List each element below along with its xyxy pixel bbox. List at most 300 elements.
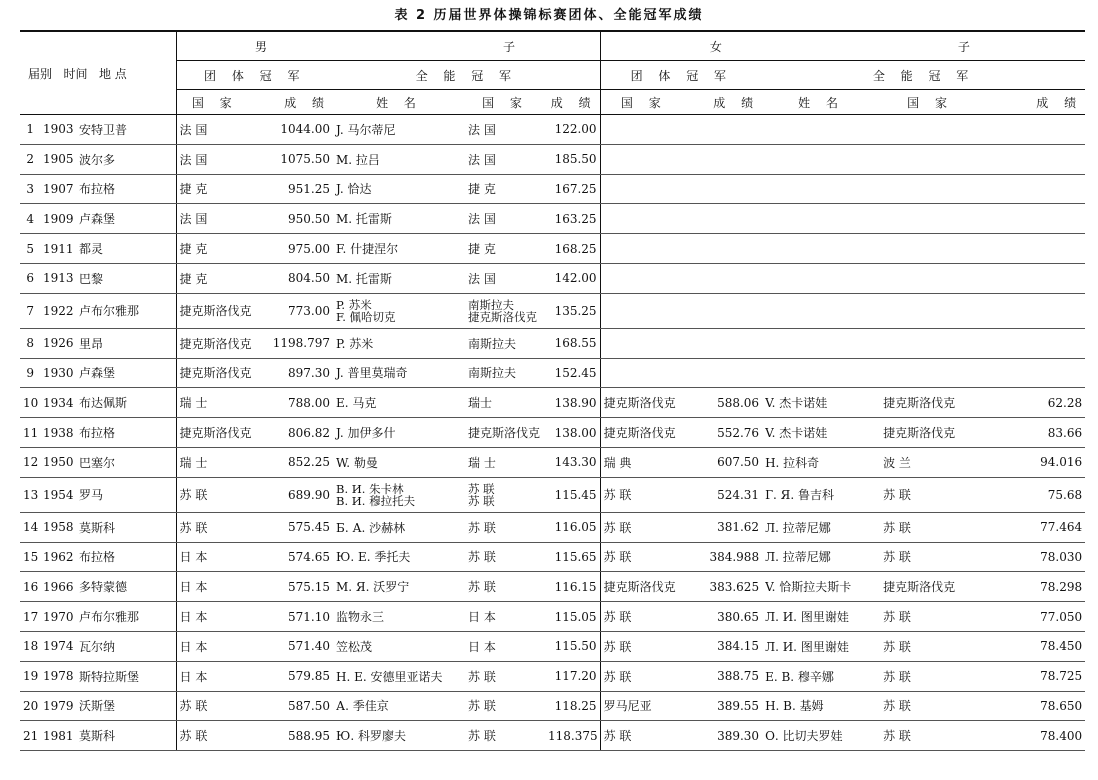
edition-cell: 5 — [20, 234, 40, 264]
men-team-score-cell: 950.50 — [253, 204, 333, 234]
men-team-country-cell: 捷 克 — [176, 263, 253, 293]
men-team-country-cell: 日 本 — [176, 631, 253, 661]
men-allround-name-cell-line: Н. Е. 安德里亚诺夫 — [336, 669, 443, 684]
year-cell: 1979 — [40, 691, 76, 721]
women-team-score-cell: 384.988 — [687, 542, 762, 572]
men-allround-score-cell: 168.25 — [545, 234, 600, 264]
men-team-country-cell: 苏 联 — [176, 691, 253, 721]
women-allround-country-cell-line: 苏 联 — [883, 610, 911, 625]
edition-cell: 6 — [20, 263, 40, 293]
place-cell: 多特蒙德 — [76, 572, 176, 602]
women-allround-country-cell — [880, 418, 980, 448]
place-cell: 里昂 — [76, 328, 176, 358]
women-allround-name-cell — [762, 263, 880, 293]
women-team-country-cell: 捷克斯洛伐克 — [600, 388, 687, 418]
women-team-score-cell: 607.50 — [687, 447, 762, 477]
women-allround-country-cell — [880, 144, 980, 174]
women-allround-score-cell — [980, 174, 1085, 204]
table-row — [20, 418, 1085, 448]
place-cell: 瓦尔纳 — [76, 631, 176, 661]
year-cell: 1981 — [40, 721, 76, 751]
women-allround-name-cell-line: Л. И. 图里谢娃 — [765, 639, 849, 654]
women-allround-name-cell — [762, 572, 880, 602]
edition-cell: 21 — [20, 721, 40, 751]
header-mt-country: 国 家 — [176, 90, 253, 115]
men-allround-score-cell: 135.25 — [545, 293, 600, 328]
table-title: 表 2 历届世界体操锦标赛团体、全能冠军成绩 — [394, 8, 704, 23]
women-allround-name-cell-line: Г. Я. 鲁吉科 — [765, 488, 834, 503]
men-team-country-cell: 日 本 — [176, 661, 253, 691]
men-allround-country-cell-line: 法 国 — [468, 271, 496, 286]
men-allround-country-cell-line: 法 国 — [468, 122, 496, 137]
men-allround-name-cell — [333, 115, 465, 145]
men-allround-country-cell — [465, 293, 545, 328]
men-allround-score-cell: 115.45 — [545, 477, 600, 512]
men-team-country-cell: 捷克斯洛伐克 — [176, 418, 253, 448]
women-allround-name-cell — [762, 234, 880, 264]
women-allround-name-cell-line: V. 杰卡诺娃 — [765, 396, 828, 411]
edition-cell: 2 — [20, 144, 40, 174]
men-team-score-cell: 1075.50 — [253, 144, 333, 174]
edition-cell: 16 — [20, 572, 40, 602]
edition-cell: 4 — [20, 204, 40, 234]
edition-cell: 9 — [20, 358, 40, 388]
table-row — [20, 358, 1085, 388]
champions-table — [20, 30, 1085, 751]
table-row — [20, 234, 1085, 264]
men-team-score-cell: 806.82 — [253, 418, 333, 448]
women-allround-country-cell-line: 苏 联 — [883, 729, 911, 744]
place-cell: 卢森堡 — [76, 204, 176, 234]
men-allround-name-cell — [333, 602, 465, 632]
header-place: 地 点 — [98, 66, 127, 81]
men-allround-country-cell-line: 苏 联 — [468, 493, 495, 508]
men-allround-country-cell — [465, 572, 545, 602]
place-cell: 莫斯科 — [76, 721, 176, 751]
women-allround-name-cell — [762, 293, 880, 328]
place-cell: 波尔多 — [76, 144, 176, 174]
header-wa-name: 姓 名 — [762, 90, 880, 115]
year-cell: 1930 — [40, 358, 76, 388]
women-allround-country-cell — [880, 115, 980, 145]
women-allround-country-cell-line: 苏 联 — [883, 639, 911, 654]
women-team-country-cell: 苏 联 — [600, 721, 687, 751]
men-allround-country-cell-line: 法 国 — [468, 152, 496, 167]
men-allround-score-cell: 118.375 — [545, 721, 600, 751]
men-allround-name-cell — [333, 234, 465, 264]
header-men-zi: 子 — [503, 39, 522, 54]
women-team-country-cell: 苏 联 — [600, 512, 687, 542]
men-allround-name-cell-line: В. И. 朱卡林 — [336, 481, 404, 496]
table-row — [20, 542, 1085, 572]
women-allround-name-cell — [762, 602, 880, 632]
men-allround-name-cell — [333, 293, 465, 328]
men-team-country-cell: 日 本 — [176, 602, 253, 632]
women-allround-country-cell — [880, 691, 980, 721]
men-team-country-cell: 瑞 士 — [176, 388, 253, 418]
men-allround-score-cell: 185.50 — [545, 144, 600, 174]
women-team-score-cell: 588.06 — [687, 388, 762, 418]
men-team-score-cell: 1198.797 — [253, 328, 333, 358]
edition-cell: 1 — [20, 115, 40, 145]
women-allround-score-cell: 62.28 — [980, 388, 1085, 418]
place-cell: 卢布尔雅那 — [76, 602, 176, 632]
women-allround-country-cell — [880, 512, 980, 542]
year-cell: 1978 — [40, 661, 76, 691]
header-women: 女 — [709, 39, 728, 54]
table-row — [20, 602, 1085, 632]
women-team-country-cell — [600, 328, 687, 358]
women-team-country-cell — [600, 263, 687, 293]
men-allround-score-cell: 115.65 — [545, 542, 600, 572]
women-allround-name-cell — [762, 721, 880, 751]
edition-cell: 3 — [20, 174, 40, 204]
women-team-score-cell — [687, 328, 762, 358]
edition-cell: 19 — [20, 661, 40, 691]
year-cell: 1962 — [40, 542, 76, 572]
women-team-country-cell — [600, 293, 687, 328]
women-allround-score-cell: 94.016 — [980, 447, 1085, 477]
table-body — [20, 115, 1085, 751]
edition-cell: 8 — [20, 328, 40, 358]
header-ma-name: 姓 名 — [333, 90, 465, 115]
women-team-country-cell — [600, 204, 687, 234]
women-team-score-cell — [687, 234, 762, 264]
men-allround-country-cell-line: 苏 联 — [468, 669, 496, 684]
women-team-score-cell: 389.30 — [687, 721, 762, 751]
men-allround-name-cell — [333, 144, 465, 174]
men-allround-country-cell — [465, 721, 545, 751]
table-row — [20, 631, 1085, 661]
women-allround-name-cell-line: О. 比切夫罗娃 — [765, 729, 843, 744]
men-team-score-cell: 574.65 — [253, 542, 333, 572]
men-allround-country-cell-line: 捷 克 — [468, 242, 496, 257]
men-allround-name-cell — [333, 447, 465, 477]
women-team-score-cell — [687, 204, 762, 234]
men-allround-country-cell-line: 法 国 — [468, 212, 496, 227]
women-team-score-cell: 524.31 — [687, 477, 762, 512]
year-cell: 1907 — [40, 174, 76, 204]
women-team-country-cell: 苏 联 — [600, 542, 687, 572]
women-allround-score-cell: 78.650 — [980, 691, 1085, 721]
men-allround-name-cell — [333, 512, 465, 542]
header-wt-score: 成 绩 — [687, 90, 762, 115]
table-row — [20, 691, 1085, 721]
year-cell: 1954 — [40, 477, 76, 512]
header-women-allround: 全 能 冠 军 — [762, 61, 1085, 90]
men-team-score-cell: 852.25 — [253, 447, 333, 477]
women-allround-score-cell: 78.450 — [980, 631, 1085, 661]
men-allround-country-cell-line: 日 本 — [468, 610, 496, 625]
women-team-score-cell: 552.76 — [687, 418, 762, 448]
women-allround-country-cell-line: 苏 联 — [883, 669, 911, 684]
men-allround-country-cell — [465, 447, 545, 477]
women-allround-name-cell-line: H. 拉科奇 — [765, 455, 820, 470]
men-team-score-cell: 897.30 — [253, 358, 333, 388]
men-allround-name-cell — [333, 691, 465, 721]
women-team-score-cell: 380.65 — [687, 602, 762, 632]
place-cell: 安特卫普 — [76, 115, 176, 145]
women-allround-country-cell — [880, 602, 980, 632]
table-row — [20, 572, 1085, 602]
men-allround-name-cell-line: Ю. 科罗廖夫 — [336, 729, 406, 744]
men-allround-country-cell — [465, 477, 545, 512]
men-team-country-cell: 捷 克 — [176, 234, 253, 264]
place-cell: 都灵 — [76, 234, 176, 264]
men-team-score-cell: 571.40 — [253, 631, 333, 661]
women-allround-country-cell — [880, 328, 980, 358]
men-team-country-cell: 法 国 — [176, 144, 253, 174]
women-allround-score-cell: 78.030 — [980, 542, 1085, 572]
table-row — [20, 328, 1085, 358]
men-team-score-cell: 689.90 — [253, 477, 333, 512]
men-allround-score-cell: 168.55 — [545, 328, 600, 358]
year-cell: 1926 — [40, 328, 76, 358]
place-cell: 布拉格 — [76, 542, 176, 572]
women-allround-score-cell: 83.66 — [980, 418, 1085, 448]
women-team-score-cell — [687, 174, 762, 204]
men-allround-name-cell-line: В. И. 穆拉托夫 — [336, 493, 416, 508]
women-allround-name-cell-line: Е. В. 穆辛娜 — [765, 669, 834, 684]
women-allround-name-cell-line: Л. 拉蒂尼娜 — [765, 550, 831, 565]
men-allround-score-cell: 117.20 — [545, 661, 600, 691]
men-allround-country-cell — [465, 602, 545, 632]
men-allround-name-cell — [333, 204, 465, 234]
women-allround-score-cell: 77.464 — [980, 512, 1085, 542]
women-allround-country-cell-line: 苏 联 — [883, 550, 911, 565]
header-ma-score: 成 绩 — [545, 90, 600, 115]
header-men: 男 — [255, 39, 274, 54]
men-allround-name-cell-line: J. 普里莫瑞奇 — [336, 366, 408, 381]
men-allround-country-cell — [465, 631, 545, 661]
year-cell: 1950 — [40, 447, 76, 477]
women-allround-country-cell — [880, 721, 980, 751]
women-team-score-cell: 381.62 — [687, 512, 762, 542]
men-team-score-cell: 951.25 — [253, 174, 333, 204]
year-cell: 1974 — [40, 631, 76, 661]
men-team-country-cell: 苏 联 — [176, 721, 253, 751]
men-allround-name-cell-line: 监物永三 — [336, 610, 385, 625]
women-team-country-cell — [600, 234, 687, 264]
women-allround-name-cell-line: Л. 拉蒂尼娜 — [765, 520, 831, 535]
edition-cell: 17 — [20, 602, 40, 632]
men-allround-name-cell — [333, 721, 465, 751]
header-men-team: 团 体 冠 军 — [176, 61, 333, 90]
header-men-allround: 全 能 冠 军 — [333, 61, 600, 90]
table-row — [20, 115, 1085, 145]
women-allround-name-cell — [762, 631, 880, 661]
women-allround-country-cell-line: 捷克斯洛伐克 — [883, 580, 956, 595]
women-team-country-cell: 瑞 典 — [600, 447, 687, 477]
edition-cell: 15 — [20, 542, 40, 572]
table-row — [20, 477, 1085, 512]
men-allround-score-cell: 143.30 — [545, 447, 600, 477]
men-allround-country-cell-line: 瑞士 — [468, 396, 493, 411]
edition-cell: 7 — [20, 293, 40, 328]
women-team-country-cell: 苏 联 — [600, 477, 687, 512]
women-allround-country-cell — [880, 542, 980, 572]
men-allround-country-cell-line: 捷克斯洛伐克 — [468, 309, 538, 324]
header-women-group — [600, 31, 1085, 61]
edition-cell: 20 — [20, 691, 40, 721]
year-cell: 1970 — [40, 602, 76, 632]
men-team-country-cell: 法 国 — [176, 204, 253, 234]
men-allround-name-cell-line: M. 托雷斯 — [336, 271, 392, 286]
year-cell: 1913 — [40, 263, 76, 293]
women-allround-score-cell — [980, 358, 1085, 388]
men-allround-country-cell-line: 日 本 — [468, 639, 496, 654]
men-team-score-cell: 579.85 — [253, 661, 333, 691]
men-allround-name-cell-line: E. 马克 — [336, 396, 377, 411]
men-team-country-cell: 日 本 — [176, 542, 253, 572]
table-row — [20, 388, 1085, 418]
men-team-score-cell: 773.00 — [253, 293, 333, 328]
women-allround-name-cell — [762, 174, 880, 204]
women-allround-name-cell — [762, 542, 880, 572]
women-allround-score-cell — [980, 234, 1085, 264]
place-cell: 卢布尔雅那 — [76, 293, 176, 328]
men-allround-score-cell: 118.25 — [545, 691, 600, 721]
women-team-country-cell: 捷克斯洛伐克 — [600, 572, 687, 602]
men-allround-country-cell-line: 苏 联 — [468, 729, 496, 744]
women-allround-name-cell-line: Н. В. 基姆 — [765, 699, 824, 714]
women-team-country-cell: 罗马尼亚 — [600, 691, 687, 721]
men-allround-name-cell-line: M. 托雷斯 — [336, 212, 392, 227]
header-men-group — [176, 31, 600, 61]
women-allround-score-cell — [980, 263, 1085, 293]
men-team-score-cell: 575.15 — [253, 572, 333, 602]
women-team-score-cell: 388.75 — [687, 661, 762, 691]
women-allround-name-cell — [762, 477, 880, 512]
men-allround-country-cell — [465, 263, 545, 293]
men-allround-country-cell — [465, 661, 545, 691]
women-allround-name-cell — [762, 204, 880, 234]
women-allround-name-cell — [762, 418, 880, 448]
women-allround-name-cell — [762, 691, 880, 721]
women-allround-name-cell — [762, 512, 880, 542]
header-wa-country: 国 家 — [880, 90, 980, 115]
header-wa-score: 成 绩 — [980, 90, 1085, 115]
year-cell: 1922 — [40, 293, 76, 328]
men-allround-score-cell: 138.90 — [545, 388, 600, 418]
men-team-score-cell: 588.95 — [253, 721, 333, 751]
men-allround-country-cell-line: 捷 克 — [468, 182, 496, 197]
table-row — [20, 447, 1085, 477]
women-allround-country-cell-line: 捷克斯洛伐克 — [883, 396, 956, 411]
men-allround-country-cell — [465, 388, 545, 418]
women-allround-name-cell — [762, 661, 880, 691]
men-allround-name-cell — [333, 263, 465, 293]
women-allround-score-cell: 78.725 — [980, 661, 1085, 691]
women-team-country-cell — [600, 115, 687, 145]
men-allround-name-cell-line: P. 苏米 — [336, 297, 372, 312]
women-team-score-cell: 384.15 — [687, 631, 762, 661]
men-allround-name-cell — [333, 661, 465, 691]
men-team-country-cell: 捷克斯洛伐克 — [176, 358, 253, 388]
women-allround-country-cell — [880, 572, 980, 602]
edition-cell: 12 — [20, 447, 40, 477]
men-allround-name-cell-line: J. 恰达 — [336, 182, 372, 197]
women-allround-country-cell — [880, 263, 980, 293]
table-row — [20, 721, 1085, 751]
year-cell: 1966 — [40, 572, 76, 602]
men-allround-score-cell: 116.05 — [545, 512, 600, 542]
men-team-country-cell: 法 国 — [176, 115, 253, 145]
men-allround-country-cell-line: 苏 联 — [468, 580, 496, 595]
women-allround-name-cell-line: V. 恰斯拉夫斯卡 — [765, 580, 852, 595]
women-allround-score-cell: 78.400 — [980, 721, 1085, 751]
men-allround-name-cell — [333, 572, 465, 602]
women-allround-country-cell — [880, 477, 980, 512]
header-women-zi: 子 — [957, 39, 976, 54]
place-cell: 布拉格 — [76, 174, 176, 204]
men-allround-country-cell — [465, 358, 545, 388]
men-allround-name-cell — [333, 477, 465, 512]
place-cell: 莫斯科 — [76, 512, 176, 542]
women-allround-name-cell — [762, 358, 880, 388]
women-allround-name-cell — [762, 447, 880, 477]
year-cell: 1905 — [40, 144, 76, 174]
women-team-score-cell: 389.55 — [687, 691, 762, 721]
women-allround-country-cell-line: 苏 联 — [883, 699, 911, 714]
year-cell: 1934 — [40, 388, 76, 418]
table-row — [20, 263, 1085, 293]
place-cell: 卢森堡 — [76, 358, 176, 388]
women-allround-score-cell — [980, 144, 1085, 174]
men-allround-country-cell — [465, 144, 545, 174]
women-team-country-cell: 苏 联 — [600, 631, 687, 661]
men-team-country-cell: 瑞 士 — [176, 447, 253, 477]
women-allround-country-cell — [880, 174, 980, 204]
men-allround-score-cell: 142.00 — [545, 263, 600, 293]
place-cell: 布达佩斯 — [76, 388, 176, 418]
women-team-score-cell — [687, 263, 762, 293]
men-allround-country-cell — [465, 115, 545, 145]
men-allround-score-cell: 138.00 — [545, 418, 600, 448]
men-allround-name-cell — [333, 542, 465, 572]
men-team-country-cell: 苏 联 — [176, 512, 253, 542]
women-allround-score-cell: 78.298 — [980, 572, 1085, 602]
men-allround-score-cell: 115.05 — [545, 602, 600, 632]
men-allround-country-cell-line: 苏 联 — [468, 481, 495, 496]
men-allround-country-cell — [465, 328, 545, 358]
women-allround-country-cell — [880, 447, 980, 477]
table-row — [20, 174, 1085, 204]
header-women-team: 团 体 冠 军 — [600, 61, 762, 90]
men-team-country-cell: 捷克斯洛伐克 — [176, 328, 253, 358]
edition-cell: 11 — [20, 418, 40, 448]
edition-cell: 14 — [20, 512, 40, 542]
men-allround-score-cell: 115.50 — [545, 631, 600, 661]
men-team-score-cell: 1044.00 — [253, 115, 333, 145]
table-row — [20, 144, 1085, 174]
women-team-country-cell: 苏 联 — [600, 602, 687, 632]
men-allround-name-cell-line: P. 苏米 — [336, 336, 374, 351]
table-row — [20, 204, 1085, 234]
men-allround-name-cell-line: 笠松茂 — [336, 639, 373, 654]
women-allround-name-cell — [762, 115, 880, 145]
header-mt-score: 成 绩 — [253, 90, 333, 115]
women-allround-country-cell — [880, 293, 980, 328]
place-cell: 巴黎 — [76, 263, 176, 293]
women-team-country-cell — [600, 174, 687, 204]
year-cell: 1909 — [40, 204, 76, 234]
table-row — [20, 293, 1085, 328]
women-allround-score-cell — [980, 204, 1085, 234]
men-allround-country-cell — [465, 418, 545, 448]
men-allround-country-cell — [465, 174, 545, 204]
women-allround-country-cell-line: 苏 联 — [883, 488, 911, 503]
